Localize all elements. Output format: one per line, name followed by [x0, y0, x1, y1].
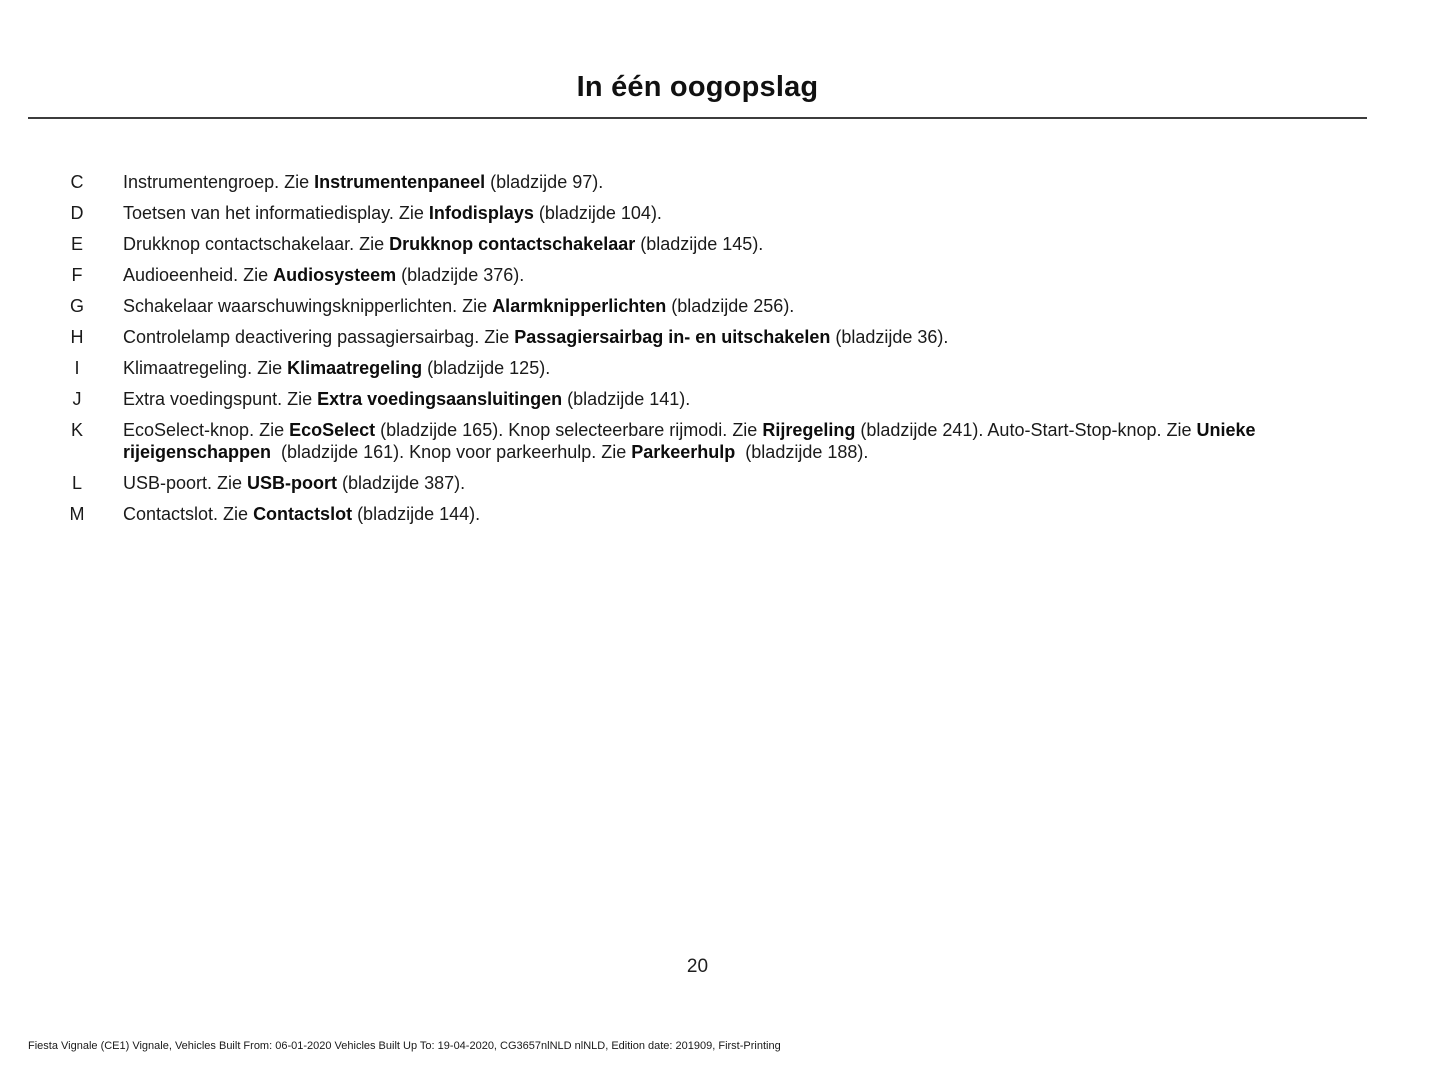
glance-list — [28, 171, 1367, 525]
item-text — [123, 503, 1367, 525]
reference-term: Contactslot — [253, 504, 353, 524]
item-letter: I — [74, 358, 80, 378]
reference-term: Extra voedingsaansluitingen — [317, 389, 563, 409]
item-text — [123, 472, 1367, 494]
item-text — [123, 357, 1367, 379]
reference-term: EcoSelect — [289, 420, 376, 440]
item-letter: K — [70, 420, 83, 440]
item-letter: M — [69, 504, 85, 524]
reference-term: Rijregeling — [762, 420, 856, 440]
glance-item-K — [28, 419, 1367, 463]
item-text — [123, 264, 1367, 286]
description-text: (bladzijde 145). — [635, 234, 764, 254]
description-text: (bladzijde 144). — [352, 504, 481, 524]
description-text: Controlelamp deactivering passagiersairbag. Zie — [123, 327, 515, 347]
item-text — [123, 326, 1367, 348]
item-letter: C — [70, 172, 84, 192]
description-text: Klimaatregeling. Zie — [123, 358, 288, 378]
item-letter: D — [70, 203, 84, 223]
item-text — [123, 295, 1367, 317]
item-letter: E — [70, 234, 83, 254]
description-text: Schakelaar waarschuwingsknipperlichten. Zie — [123, 296, 493, 316]
description-text: (bladzijde 387). — [337, 473, 466, 493]
description-text: Instrumentengroep. Zie — [123, 172, 315, 192]
glance-item-M — [28, 503, 1367, 525]
description-text: Contactslot. Zie — [123, 504, 254, 524]
description-text: (bladzijde 125). — [422, 358, 551, 378]
glance-item-D — [28, 202, 1367, 224]
footer-publication-info: Fiesta Vignale (CE1) Vignale, Vehicles Built From: 06-01-2020 Vehicles Built Up To: 19-04-2020, CG3657nlNLD nlNLD, Edition date: 201909, First-Printing — [28, 1040, 781, 1052]
page-title: In één oogopslag — [576, 71, 819, 103]
description-text: Audioeenheid. Zie — [123, 265, 274, 285]
glance-item-H — [28, 326, 1367, 348]
description-text: EcoSelect-knop. Zie — [123, 420, 290, 440]
item-letter: J — [72, 389, 82, 409]
description-text: (bladzijde 256). — [666, 296, 795, 316]
description-text: (bladzijde 165). Knop selecteerbare rijmodi. Zie — [375, 420, 763, 440]
item-letter: F — [71, 265, 83, 285]
reference-term: Drukknop contactschakelaar — [389, 234, 636, 254]
manual-page — [28, 70, 1367, 525]
item-text — [123, 171, 1367, 193]
item-letter: H — [70, 327, 84, 347]
reference-term: Parkeerhulp — [631, 442, 736, 462]
glance-item-L — [28, 472, 1367, 494]
page-number: 20 — [686, 956, 709, 977]
header-divider — [28, 117, 1367, 119]
glance-item-C — [28, 171, 1367, 193]
reference-term: USB-poort — [247, 473, 338, 493]
description-text: (bladzijde 376). — [396, 265, 525, 285]
description-text: (bladzijde 141). — [562, 389, 691, 409]
description-text: Extra voedingspunt. Zie — [123, 389, 318, 409]
description-text: (bladzijde 104). — [533, 203, 662, 223]
glance-item-E — [28, 233, 1367, 255]
description-text: USB-poort. Zie — [123, 473, 248, 493]
reference-term: Alarmknipperlichten — [492, 296, 667, 316]
description-text: Toetsen van het informatiedisplay. Zie — [123, 203, 429, 223]
description-text: (bladzijde 97). — [485, 172, 604, 192]
description-text: Drukknop contactschakelaar. Zie — [123, 234, 390, 254]
reference-term: Instrumentenpaneel — [314, 172, 486, 192]
reference-term: Unieke rijeigenschappen — [123, 420, 1261, 462]
reference-term: Klimaatregeling — [287, 358, 423, 378]
item-text — [123, 202, 1367, 224]
glance-item-J — [28, 388, 1367, 410]
description-text: (bladzijde 161). Knop voor parkeerhulp. Zie — [271, 442, 632, 462]
reference-term: Passagiersairbag in- en uitschakelen — [514, 327, 831, 347]
item-text — [123, 419, 1367, 463]
reference-term: Infodisplays — [428, 203, 534, 223]
description-text: (bladzijde 241). Auto-Start-Stop-knop. Zie — [855, 420, 1197, 440]
item-text — [123, 233, 1367, 255]
glance-item-F — [28, 264, 1367, 286]
reference-term: Audiosysteem — [273, 265, 397, 285]
description-text: (bladzijde 36). — [830, 327, 949, 347]
description-text: (bladzijde 188). — [735, 442, 869, 462]
item-text — [123, 388, 1367, 410]
item-letter: G — [69, 296, 84, 316]
item-letter: L — [71, 473, 82, 493]
glance-item-I — [28, 357, 1367, 379]
glance-item-G — [28, 295, 1367, 317]
